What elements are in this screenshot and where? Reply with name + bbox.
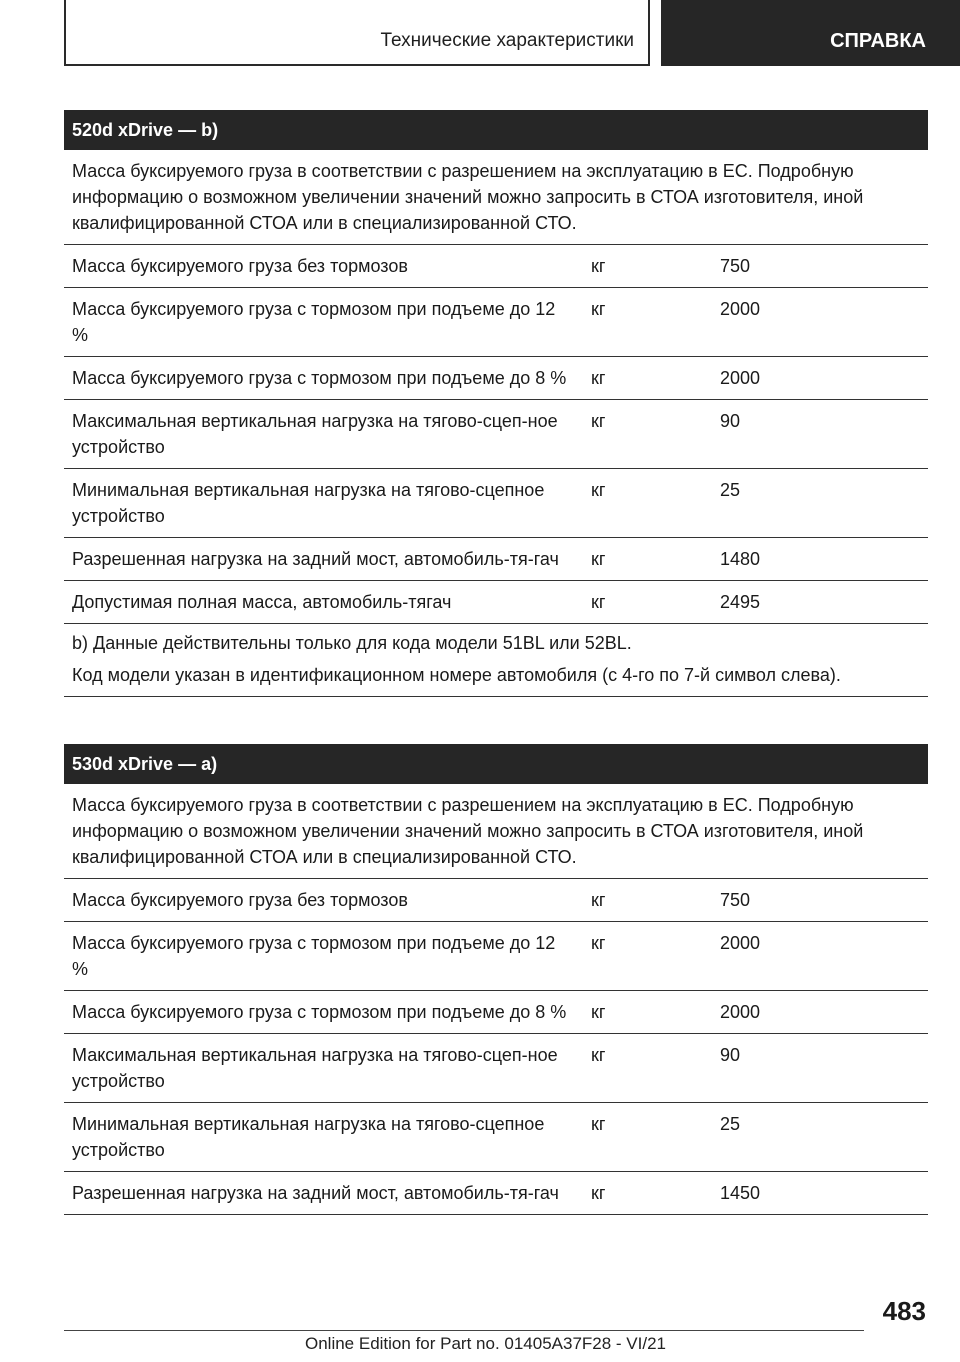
row-label: Минимальная вертикальная нагрузка на тягово-сцепное устройство: [72, 480, 545, 526]
row-value: 1480: [720, 549, 761, 569]
table-row: [64, 357, 928, 400]
row-unit: кг: [591, 890, 606, 910]
row-unit: кг: [591, 1045, 606, 1065]
row-unit: кг: [591, 1183, 606, 1203]
row-label: Разрешенная нагрузка на задний мост, автомобиль-тя-гач: [72, 1183, 559, 1203]
row-label: Масса буксируемого груза с тормозом при подъеме до 8 %: [72, 368, 567, 388]
row-value: 2000: [720, 368, 761, 388]
row-label: Масса буксируемого груза с тормозом при подъеме до 12 %: [72, 299, 556, 345]
row-unit: кг: [591, 592, 606, 612]
row-unit: кг: [591, 411, 606, 431]
footer-edition: Online Edition for Part no. 01405A37F28 - VI/21: [305, 1334, 667, 1353]
table-row: [64, 1034, 928, 1103]
row-value: 25: [720, 1114, 741, 1134]
row-value: 750: [720, 890, 751, 910]
section-530d: [64, 744, 928, 1215]
row-label: Масса буксируемого груза без тормозов: [72, 256, 408, 276]
header-chapter-title: СПРАВКА: [830, 30, 926, 52]
section-520d: [64, 110, 928, 697]
row-value: 750: [720, 256, 751, 276]
row-value: 90: [720, 411, 741, 431]
table-row: [64, 879, 928, 922]
row-unit: кг: [591, 1114, 606, 1134]
table-row: [64, 288, 928, 357]
row-unit: кг: [591, 480, 606, 500]
row-label: Максимальная вертикальная нагрузка на тягово-сцеп-ное устройство: [72, 1045, 558, 1091]
footer-divider: [64, 1330, 864, 1331]
row-value: 1450: [720, 1183, 761, 1203]
table-row: [64, 1172, 928, 1215]
row-unit: кг: [591, 549, 606, 569]
row-unit: кг: [591, 368, 606, 388]
row-label: Масса буксируемого груза с тормозом при подъеме до 8 %: [72, 1002, 567, 1022]
row-label: Разрешенная нагрузка на задний мост, автомобиль-тя-гач: [72, 549, 559, 569]
table-row: [64, 469, 928, 538]
section-description: Масса буксируемого груза в соответствии с разрешением на эксплуатацию в ЕС. Подробную информацию о возможном увеличении значений можно запросить в СТОА изготовителя, иной квалифицированной СТОА или в специализированной СТО.: [64, 150, 928, 245]
row-label: Масса буксируемого груза с тормозом при подъеме до 12 %: [72, 933, 556, 979]
table-row: [64, 922, 928, 991]
row-label: Максимальная вертикальная нагрузка на тягово-сцеп-ное устройство: [72, 411, 558, 457]
table-row: [64, 245, 928, 288]
table-row: [64, 400, 928, 469]
table-row: [64, 991, 928, 1034]
row-label: Масса буксируемого груза без тормозов: [72, 890, 408, 910]
footnote: b) Данные действительны только для кода модели 51BL или 52BL.: [72, 633, 632, 653]
row-unit: кг: [591, 1002, 606, 1022]
header-section-title: Технические характеристики: [380, 30, 634, 51]
row-value: 2495: [720, 592, 761, 612]
row-value: 90: [720, 1045, 741, 1065]
row-value: 2000: [720, 1002, 761, 1022]
footnote: Код модели указан в идентификационном номере автомобиля (с 4-го по 7-й символ слева).: [64, 656, 928, 697]
page-number: 483: [882, 1296, 926, 1326]
table-row: [64, 1103, 928, 1172]
header-chapter-box: [661, 0, 960, 66]
row-unit: кг: [591, 933, 606, 953]
section-title: 530d xDrive — a): [64, 744, 928, 784]
table-row: [64, 581, 928, 624]
row-label: Допустимая полная масса, автомобиль-тягач: [72, 592, 452, 612]
section-description: Масса буксируемого груза в соответствии с разрешением на эксплуатацию в ЕС. Подробную информацию о возможном увеличении значений можно запросить в СТОА изготовителя, иной квалифицированной СТОА или в специализированной СТО.: [64, 784, 928, 879]
row-unit: кг: [591, 256, 606, 276]
row-value: 2000: [720, 933, 761, 953]
row-unit: кг: [591, 299, 606, 319]
row-value: 2000: [720, 299, 761, 319]
header-section-box: [64, 0, 650, 66]
row-value: 25: [720, 480, 741, 500]
section-title: 520d xDrive — b): [64, 110, 928, 150]
row-label: Минимальная вертикальная нагрузка на тягово-сцепное устройство: [72, 1114, 545, 1160]
table-row: [64, 538, 928, 581]
